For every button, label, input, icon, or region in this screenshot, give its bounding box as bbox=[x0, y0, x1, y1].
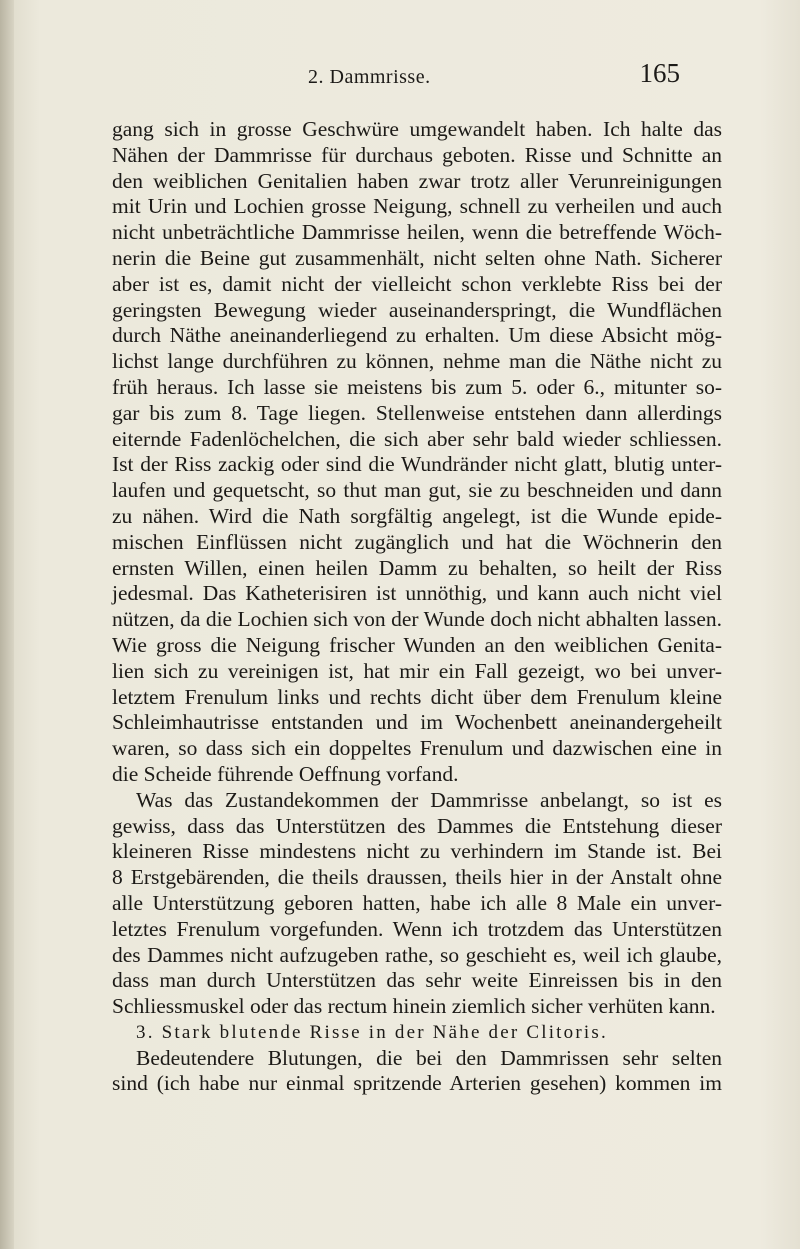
paragraph-end-line: Schliessmuskel oder das rectum hinein ziemlich sicher verhüten kann. bbox=[112, 994, 716, 1019]
page-number: 165 bbox=[639, 58, 680, 88]
paragraph-start-line: Was das Zustandekommen der Dammrisse anbelangt, so ist es bbox=[136, 787, 722, 812]
text-line: lichst lange durchführen zu können, nehme man die Näthe nicht zu bbox=[112, 349, 722, 374]
text-line: gar bis zum 8. Tage liegen. Stellenweise entstehen dann allerdings bbox=[112, 400, 722, 425]
text-line: früh heraus. Ich lasse sie meistens bis zum 5. oder 6., mitunter so- bbox=[112, 374, 722, 399]
text-line: dass man durch Unterstützen das sehr weite Einreissen bis in den bbox=[112, 968, 722, 993]
text-line: kleineren Risse mindestens nicht zu verhindern im Stande ist. Bei bbox=[112, 839, 722, 864]
text-line: Schleimhautrisse entstanden und im Wochenbett aneinandergeheilt bbox=[112, 710, 722, 735]
body-text bbox=[112, 117, 722, 1097]
running-title: 2. Dammrisse. bbox=[308, 66, 431, 88]
text-line: durch Näthe aneinanderliegend zu erhalten. Um diese Absicht mög- bbox=[112, 323, 722, 348]
text-line: des Dammes nicht aufzugeben rathe, so geschieht es, weil ich glaube, bbox=[112, 942, 722, 967]
text-line: alle Unterstützung geboren hatten, habe ich alle 8 Male ein unver- bbox=[112, 890, 722, 915]
paragraph-end-line: die Scheide führende Oeffnung vorfand. bbox=[112, 761, 459, 786]
text-line: den weiblichen Genitalien haben zwar trotz aller Verunreinigungen bbox=[112, 168, 722, 193]
text-line: laufen und gequetscht, so thut man gut, sie zu beschneiden und dann bbox=[112, 478, 722, 503]
page-header bbox=[200, 58, 680, 98]
text-line: eiternde Fadenlöchelchen, die sich aber sehr bald wieder schliessen. bbox=[112, 426, 722, 451]
section-heading: 3. Stark blutende Risse in der Nähe der Clitoris. bbox=[136, 1021, 608, 1043]
text-line: ernsten Willen, einen heilen Damm zu behalten, so heilt der Riss bbox=[112, 555, 722, 580]
text-line: zu nähen. Wird die Nath sorgfältig angelegt, ist die Wunde epide- bbox=[112, 503, 722, 528]
text-line: 8 Erstgebärenden, die theils draussen, theils hier in der Anstalt ohne bbox=[112, 865, 722, 890]
text-line: nerin die Beine gut zusammenhält, nicht selten ohne Nath. Sicherer bbox=[112, 245, 722, 270]
text-line: nützen, da die Lochien sich von der Wunde doch nicht abhalten lassen. bbox=[112, 607, 722, 632]
text-line: letztes Frenulum vorgefunden. Wenn ich trotzdem das Unterstützen bbox=[112, 916, 722, 941]
text-line: mit Urin und Lochien grosse Neigung, schnell zu verheilen und auch bbox=[112, 194, 722, 219]
text-line: Ist der Riss zackig oder sind die Wundränder nicht glatt, blutig unter- bbox=[112, 452, 722, 477]
text-line: geringsten Bewegung wieder auseinanderspringt, die Wundflächen bbox=[112, 297, 722, 322]
paragraph-start-line: Bedeutendere Blutungen, die bei den Dammrissen sehr selten bbox=[136, 1045, 722, 1070]
text-line: gewiss, dass das Unterstützen des Dammes die Entstehung dieser bbox=[112, 813, 722, 838]
text-line: mischen Einflüssen nicht zugänglich und hat die Wöchnerin den bbox=[112, 529, 722, 554]
text-line: Nähen der Dammrisse für durchaus geboten. Risse und Schnitte an bbox=[112, 142, 722, 167]
text-line: letztem Frenulum links und rechts dicht über dem Frenulum kleine bbox=[112, 684, 722, 709]
text-line: nicht unbeträchtliche Dammrisse heilen, wenn die betreffende Wöch- bbox=[112, 220, 722, 245]
text-line: gang sich in grosse Geschwüre umgewandelt haben. Ich halte das bbox=[112, 117, 722, 141]
text-line: Wie gross die Neigung frischer Wunden an den weiblichen Genita- bbox=[112, 632, 722, 657]
binding-edge bbox=[0, 0, 14, 1249]
text-line: lien sich zu vereinigen ist, hat mir ein Fall gezeigt, wo bei unver- bbox=[112, 658, 722, 683]
text-line: waren, so dass sich ein doppeltes Frenulum und dazwischen eine in bbox=[112, 736, 722, 761]
text-line: sind (ich habe nur einmal spritzende Arterien gesehen) kommen im bbox=[112, 1071, 722, 1096]
text-line: jedesmal. Das Katheterisiren ist unnöthig, und kann auch nicht viel bbox=[112, 581, 722, 606]
text-line: aber ist es, damit nicht der vielleicht schon verklebte Riss bei der bbox=[112, 271, 722, 296]
